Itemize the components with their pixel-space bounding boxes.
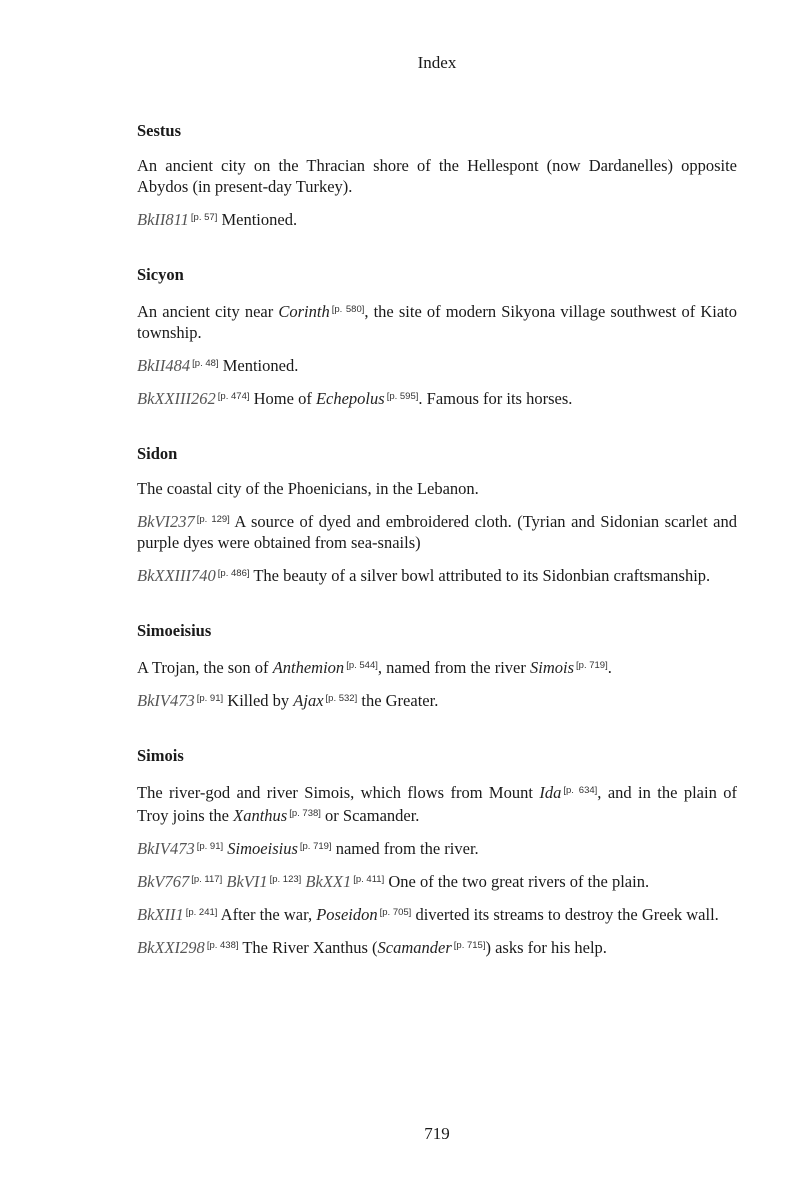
body-text: Killed by bbox=[223, 691, 294, 710]
book-line-reference-link[interactable]: BkXX1 bbox=[305, 872, 352, 891]
body-text: diverted its streams to destroy the Greek wall. bbox=[411, 905, 719, 924]
cross-reference-link[interactable]: Poseidon bbox=[316, 905, 378, 924]
book-line-reference-link[interactable]: BkV767 bbox=[137, 872, 190, 891]
page-reference-link[interactable]: [p. 438] bbox=[206, 940, 239, 951]
entry-paragraph bbox=[137, 299, 737, 343]
running-head: Index bbox=[417, 53, 457, 72]
body-text: . Famous for its horses. bbox=[418, 389, 573, 408]
page-reference-link[interactable]: [p. 91] bbox=[196, 693, 224, 704]
entry-paragraph bbox=[137, 509, 737, 553]
body-text: the Greater. bbox=[357, 691, 439, 710]
body-text: One of the two great rivers of the plain. bbox=[384, 872, 650, 891]
index-entry bbox=[137, 264, 737, 409]
body-text: A source of dyed and embroidered cloth. (Tyrian and Sidonian scarlet and purple dyes were obtained from sea-snails) bbox=[137, 512, 737, 552]
entry-paragraph bbox=[137, 353, 737, 376]
page-reference-link[interactable]: [p. 719] bbox=[299, 841, 332, 852]
entry-title: Simois bbox=[137, 746, 184, 765]
body-text: or Scamander. bbox=[320, 806, 420, 825]
body-text: ) asks for his help. bbox=[485, 938, 607, 957]
body-text: The coastal city of the Phoenicians, in the Lebanon. bbox=[137, 479, 479, 498]
page-reference-link[interactable]: [p. 48] bbox=[192, 358, 219, 369]
book-line-reference-link[interactable]: BkIV473 bbox=[137, 839, 195, 858]
body-text: An ancient city near bbox=[137, 302, 279, 321]
entry-title: Simoeisius bbox=[137, 621, 212, 640]
index-entry bbox=[137, 745, 737, 958]
body-text: An ancient city on the Thracian shore of the Hellespont (now Dardanelles) opposite Abydos (in present-day Turkey). bbox=[137, 156, 737, 196]
book-line-reference-link[interactable]: BkXXIII262 bbox=[137, 389, 216, 408]
page-reference-link[interactable]: [p. 595] bbox=[386, 391, 419, 402]
book-line-reference-link[interactable]: BkVI1 bbox=[226, 872, 268, 891]
cross-reference-link[interactable]: Corinth bbox=[278, 302, 330, 321]
cross-reference-link[interactable]: Echepolus bbox=[315, 389, 385, 408]
body-text: , named from the river bbox=[377, 658, 530, 677]
page-reference-link[interactable]: [p. 532] bbox=[325, 693, 358, 704]
page-reference-link[interactable]: [p. 123] bbox=[269, 874, 302, 885]
entry-title: Sidon bbox=[137, 444, 178, 463]
page-reference-link[interactable]: [p. 705] bbox=[379, 907, 412, 918]
entry-paragraph bbox=[137, 207, 737, 230]
body-text: Mentioned. bbox=[218, 356, 299, 375]
cross-reference-link[interactable]: Simois bbox=[530, 658, 575, 677]
index-content bbox=[137, 120, 737, 958]
cross-reference-link[interactable]: Ida bbox=[539, 783, 562, 802]
page-reference-link[interactable]: [p. 57] bbox=[190, 212, 218, 223]
book-line-reference-link[interactable]: BkXII1 bbox=[137, 905, 184, 924]
cross-reference-link[interactable]: Simoeisius bbox=[227, 839, 298, 858]
cross-reference-link[interactable]: Anthemion bbox=[272, 658, 345, 677]
page-reference-link[interactable]: [p. 411] bbox=[353, 874, 385, 885]
body-text: , the site of modern Sikyona village southwest of Kiato township. bbox=[137, 302, 737, 342]
body-text: Home of bbox=[249, 389, 316, 408]
page-number: 719 bbox=[424, 1124, 450, 1143]
page-reference-link[interactable]: [p. 91] bbox=[196, 841, 224, 852]
cross-reference-link[interactable]: Xanthus bbox=[233, 806, 288, 825]
entry-paragraph bbox=[137, 386, 737, 409]
index-entry bbox=[137, 120, 737, 230]
page-reference-link[interactable]: [p. 715] bbox=[453, 940, 486, 951]
entry-title: Sestus bbox=[137, 121, 182, 140]
page-reference-link[interactable]: [p. 580] bbox=[331, 304, 365, 315]
cross-reference-link[interactable]: Ajax bbox=[293, 691, 324, 710]
entry-paragraph bbox=[137, 902, 737, 925]
body-text: , and in the plain of Troy joins the bbox=[137, 783, 737, 825]
entry-paragraph bbox=[137, 155, 737, 197]
page-reference-link[interactable]: [p. 486] bbox=[217, 568, 250, 579]
entry-paragraph bbox=[137, 563, 737, 586]
body-text: The River Xanthus ( bbox=[238, 938, 378, 957]
book-line-reference-link[interactable]: BkVI237 bbox=[137, 512, 195, 531]
book-line-reference-link[interactable]: BkII484 bbox=[137, 356, 191, 375]
body-text: After the war, bbox=[217, 905, 317, 924]
index-entry bbox=[137, 443, 737, 586]
entry-paragraph bbox=[137, 688, 737, 711]
book-line-reference-link[interactable]: BkXXI298 bbox=[137, 938, 205, 957]
body-text: The beauty of a silver bowl attributed to its Sidonbian craftsmanship. bbox=[249, 566, 711, 585]
entry-paragraph bbox=[137, 780, 737, 826]
entry-paragraph bbox=[137, 935, 737, 958]
entry-paragraph bbox=[137, 655, 737, 678]
body-text: Mentioned. bbox=[217, 210, 298, 229]
page-reference-link[interactable]: [p. 474] bbox=[217, 391, 250, 402]
index-entry bbox=[137, 620, 737, 711]
page-reference-link[interactable]: [p. 129] bbox=[196, 514, 230, 525]
entry-title: Sicyon bbox=[137, 265, 184, 284]
page-reference-link[interactable]: [p. 544] bbox=[346, 660, 378, 671]
page-reference-link[interactable]: [p. 117] bbox=[191, 874, 223, 885]
entry-paragraph bbox=[137, 478, 737, 499]
body-text: A Trojan, the son of bbox=[137, 658, 273, 677]
book-line-reference-link[interactable]: BkIV473 bbox=[137, 691, 195, 710]
page-reference-link[interactable]: [p. 719] bbox=[576, 660, 608, 671]
entry-paragraph bbox=[137, 869, 737, 892]
body-text: . bbox=[607, 658, 612, 677]
book-line-reference-link[interactable]: BkII811 bbox=[137, 210, 189, 229]
body-text: The river-god and river Simois, which flows from Mount bbox=[137, 783, 540, 802]
book-line-reference-link[interactable]: BkXXIII740 bbox=[137, 566, 216, 585]
page-reference-link[interactable]: [p. 738] bbox=[289, 808, 321, 819]
entry-paragraph bbox=[137, 836, 737, 859]
body-text: named from the river. bbox=[331, 839, 479, 858]
page-reference-link[interactable]: [p. 634] bbox=[563, 785, 598, 796]
page-reference-link[interactable]: [p. 241] bbox=[185, 907, 218, 918]
cross-reference-link[interactable]: Scamander bbox=[377, 938, 452, 957]
